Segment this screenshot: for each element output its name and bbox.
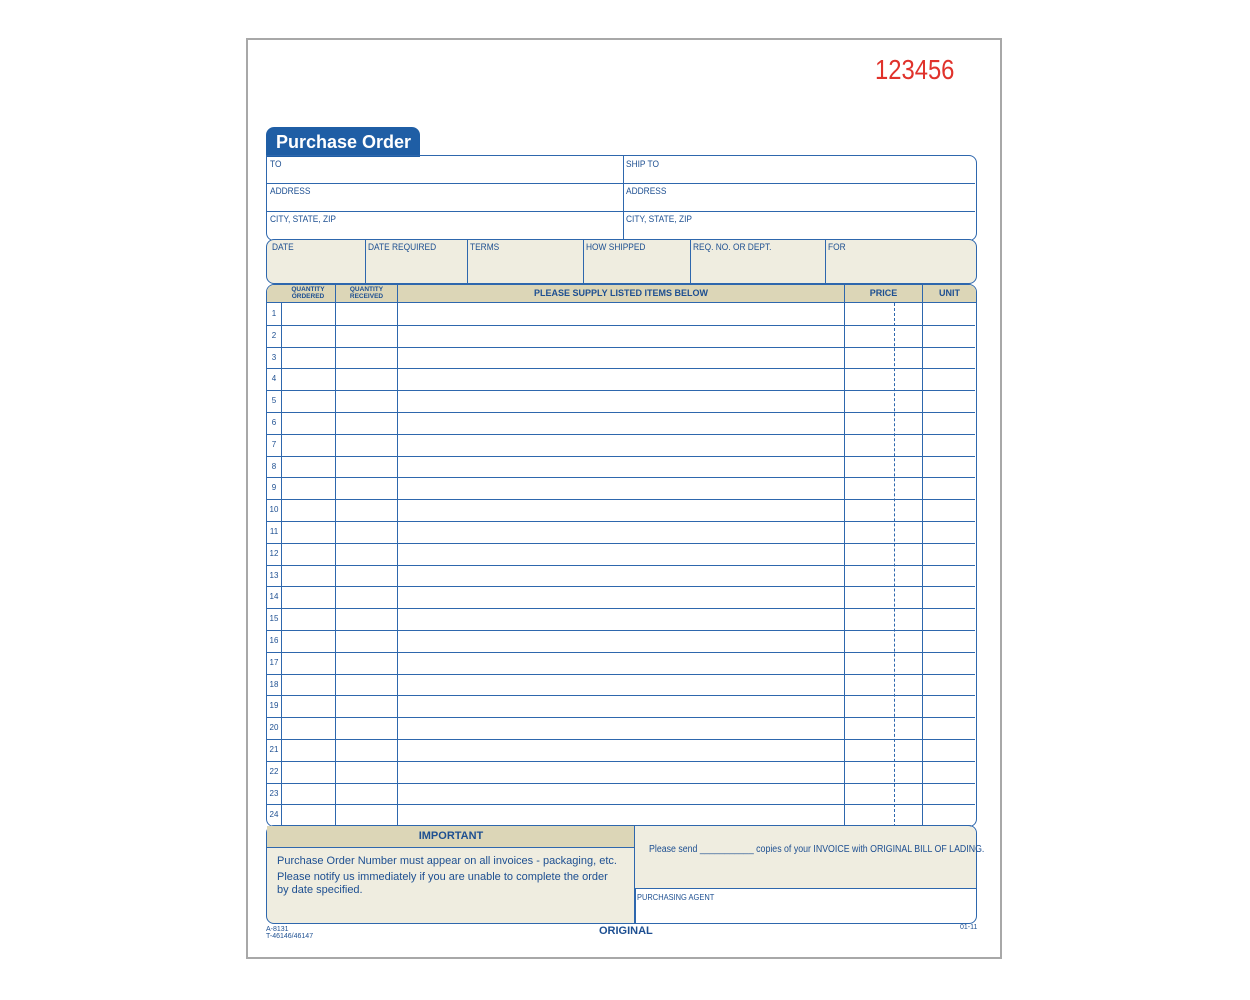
for-field[interactable]: FOR bbox=[828, 242, 846, 253]
row-number: 17 bbox=[269, 657, 279, 667]
row-number: 3 bbox=[271, 352, 277, 362]
row-divider bbox=[267, 630, 975, 631]
important-line-1: Purchase Order Number must appear on all invoices - packaging, etc. bbox=[277, 855, 617, 867]
date-field[interactable]: DATE bbox=[272, 242, 294, 253]
city-state-zip-field[interactable]: CITY, STATE, ZIP bbox=[270, 214, 336, 225]
form-code: A-8131 bbox=[266, 926, 289, 933]
row-divider bbox=[267, 499, 975, 500]
divider bbox=[365, 240, 366, 283]
address-block bbox=[266, 155, 977, 241]
req-no-dept-field[interactable]: REQ. NO. OR DEPT. bbox=[693, 242, 772, 253]
important-notice bbox=[266, 825, 636, 924]
date-required-field[interactable]: DATE REQUIRED bbox=[368, 242, 437, 253]
items-table-header bbox=[267, 285, 976, 303]
divider bbox=[467, 240, 468, 283]
divider bbox=[335, 285, 336, 827]
divider bbox=[397, 285, 398, 827]
divider bbox=[690, 240, 691, 283]
important-line-2: Please notify us immediately if you are unable to complete the order by date specified. bbox=[277, 871, 608, 896]
row-number: 21 bbox=[269, 745, 279, 754]
row-number: 11 bbox=[269, 527, 279, 536]
row-divider bbox=[267, 739, 975, 740]
row-divider bbox=[267, 347, 975, 348]
how-shipped-field[interactable]: HOW SHIPPED bbox=[586, 242, 646, 253]
description-header: PLEASE SUPPLY LISTED ITEMS BELOW bbox=[533, 288, 709, 298]
row-number: 4 bbox=[271, 374, 277, 384]
row-number: 22 bbox=[269, 766, 279, 776]
row-number: 6 bbox=[271, 418, 277, 427]
row-divider bbox=[267, 761, 975, 762]
row-divider bbox=[267, 586, 975, 587]
row-number: 7 bbox=[271, 439, 277, 449]
row-divider bbox=[267, 390, 975, 391]
row-divider bbox=[267, 521, 975, 522]
row-number: 8 bbox=[271, 461, 277, 471]
row-divider bbox=[267, 652, 975, 653]
important-heading: IMPORTANT bbox=[267, 826, 635, 848]
row-number: 16 bbox=[269, 636, 279, 645]
po-number: 123456 bbox=[875, 54, 955, 85]
row-divider bbox=[267, 543, 975, 544]
row-divider bbox=[267, 477, 975, 478]
row-divider bbox=[267, 695, 975, 696]
row-number: 1 bbox=[271, 309, 277, 318]
row-divider bbox=[267, 434, 975, 435]
ship-city-state-zip-field[interactable]: CITY, STATE, ZIP bbox=[626, 214, 692, 225]
row-divider bbox=[267, 674, 975, 675]
row-divider bbox=[267, 804, 975, 805]
row-number: 19 bbox=[269, 701, 279, 711]
purchasing-agent-field[interactable]: PURCHASING AGENT bbox=[637, 892, 715, 902]
unit-header: UNIT bbox=[939, 288, 960, 298]
quantity-received-header: QUANTITY RECEIVED bbox=[349, 286, 384, 300]
to-field[interactable]: TO bbox=[270, 159, 282, 170]
row-number: 20 bbox=[269, 723, 279, 733]
form-code-2: T-46146/46147 bbox=[266, 933, 314, 940]
divider bbox=[267, 211, 975, 212]
copy-label: ORIGINAL bbox=[599, 925, 653, 937]
row-number: 9 bbox=[271, 483, 277, 493]
row-divider bbox=[267, 325, 975, 326]
price-header: PRICE bbox=[869, 288, 898, 298]
row-divider bbox=[267, 783, 975, 784]
divider bbox=[267, 183, 975, 184]
row-number: 2 bbox=[271, 330, 277, 340]
row-number: 5 bbox=[271, 396, 277, 406]
divider bbox=[844, 285, 845, 827]
row-number: 18 bbox=[269, 679, 279, 689]
row-number: 12 bbox=[269, 548, 279, 558]
row-divider bbox=[267, 456, 975, 457]
quantity-ordered-header: QUANTITY ORDERED bbox=[291, 286, 325, 300]
invoice-copies-panel bbox=[635, 826, 985, 889]
address-field[interactable]: ADDRESS bbox=[270, 186, 311, 197]
row-number: 13 bbox=[269, 570, 279, 580]
row-number: 24 bbox=[269, 810, 279, 820]
invoice-instructions bbox=[634, 825, 985, 924]
ship-address-field[interactable]: ADDRESS bbox=[626, 186, 667, 197]
divider bbox=[583, 240, 584, 283]
row-number: 10 bbox=[269, 505, 279, 515]
row-number: 23 bbox=[269, 788, 279, 798]
order-info-row bbox=[266, 239, 977, 284]
items-table bbox=[266, 284, 977, 827]
form-title: Purchase Order bbox=[266, 127, 420, 157]
row-divider bbox=[267, 412, 975, 413]
row-divider bbox=[267, 608, 975, 609]
form-version: 01-11 bbox=[960, 924, 978, 931]
divider bbox=[922, 285, 923, 827]
terms-field[interactable]: TERMS bbox=[470, 242, 500, 253]
row-number: 15 bbox=[269, 614, 279, 624]
row-divider bbox=[267, 368, 975, 369]
divider bbox=[825, 240, 826, 283]
address-divider bbox=[623, 156, 624, 240]
row-divider bbox=[267, 717, 975, 718]
ship-to-field[interactable]: SHIP TO bbox=[626, 159, 659, 170]
row-number: 14 bbox=[269, 592, 279, 602]
row-divider bbox=[267, 565, 975, 566]
invoice-copies-text[interactable]: Please send ___________ copies of your INVOICE with ORIGINAL BILL OF LADING. bbox=[649, 844, 985, 855]
